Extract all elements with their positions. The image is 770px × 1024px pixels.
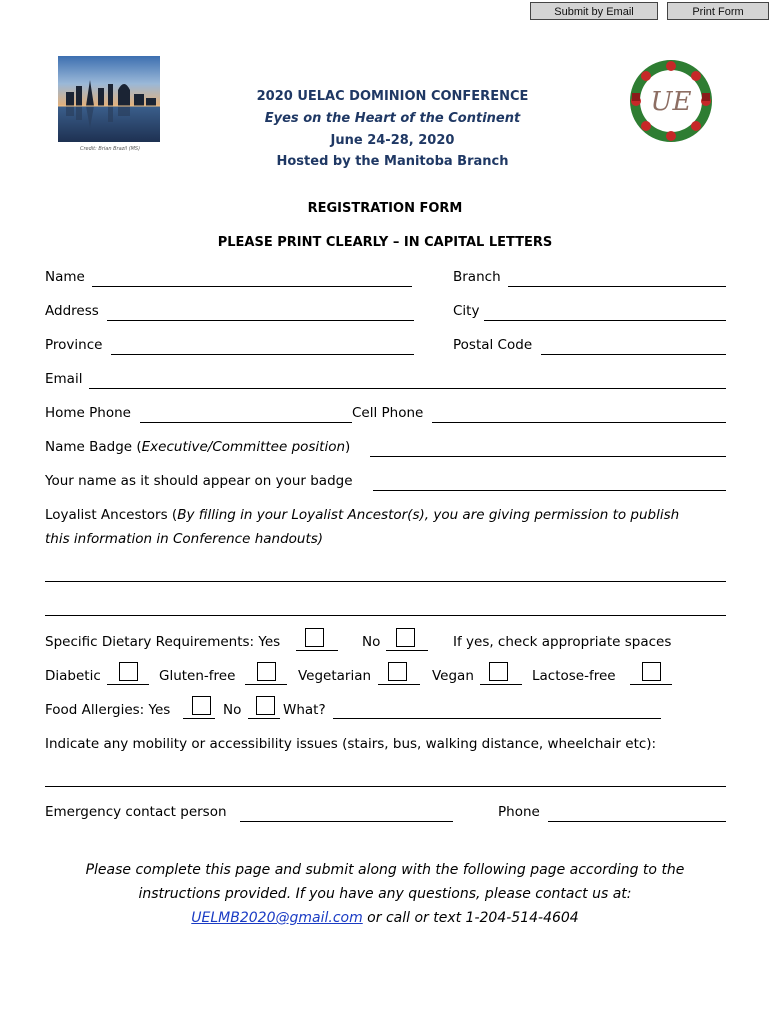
- gluten-free-checkbox[interactable]: [257, 662, 276, 681]
- contact-email-link[interactable]: UELMB2020@gmail.com: [191, 910, 363, 926]
- if-yes-label: If yes, check appropriate spaces: [453, 634, 672, 650]
- vegan-underline: [480, 684, 522, 685]
- submit-by-email-button[interactable]: Submit by Email: [530, 2, 658, 20]
- postal-code-label: Postal Code: [453, 337, 533, 353]
- loyalist-ancestors-note: this information in Conference handouts): [45, 531, 324, 547]
- branch-field[interactable]: [508, 286, 726, 287]
- name-badge-label: Name Badge (Executive/Committee position): [45, 439, 351, 455]
- form-title: REGISTRATION FORM: [307, 201, 463, 216]
- dietary-yes-underline: [296, 650, 338, 651]
- cell-phone-label: Cell Phone: [352, 405, 424, 421]
- postal-code-field[interactable]: [541, 354, 726, 355]
- print-form-button[interactable]: Print Form: [667, 2, 769, 20]
- cell-phone-field[interactable]: [432, 422, 726, 423]
- allergies-no-underline: [248, 718, 280, 719]
- email-label: Email: [45, 371, 83, 387]
- name-badge-field[interactable]: [370, 456, 726, 457]
- city-field[interactable]: [484, 320, 726, 321]
- food-allergies-label: Food Allergies: Yes: [45, 702, 171, 718]
- emergency-phone-label: Phone: [498, 804, 540, 820]
- winnipeg-skyline-image: [58, 56, 160, 142]
- loyalist-ancestors-label: Loyalist Ancestors (By filling in your Loyalist Ancestor(s), you are giving permission to publish: [45, 507, 680, 523]
- conference-title: 2020 UELAC DOMINION CONFERENCE: [256, 89, 529, 104]
- conference-dates: June 24-28, 2020: [330, 133, 455, 148]
- emergency-contact-label: Emergency contact person: [45, 804, 227, 820]
- conference-host: Hosted by the Manitoba Branch: [276, 154, 509, 169]
- vegan-checkbox[interactable]: [489, 662, 508, 681]
- diabetic-label: Diabetic: [45, 668, 101, 684]
- vegetarian-label: Vegetarian: [298, 668, 372, 684]
- uelac-crest-logo: [630, 60, 712, 142]
- address-label: Address: [45, 303, 99, 319]
- allergies-no-checkbox[interactable]: [256, 696, 275, 715]
- address-field[interactable]: [107, 320, 414, 321]
- email-field[interactable]: [89, 388, 726, 389]
- conference-theme: Eyes on the Heart of the Continent: [264, 111, 521, 126]
- home-phone-field[interactable]: [140, 422, 352, 423]
- vegan-label: Vegan: [432, 668, 474, 684]
- mobility-label: Indicate any mobility or accessibility issues (stairs, bus, walking distance, wheelchair etc):: [45, 736, 657, 752]
- photo-credit: Credit: Brian Brazil (MS): [79, 146, 141, 152]
- branch-label: Branch: [453, 269, 501, 285]
- province-field[interactable]: [111, 354, 414, 355]
- badge-name-label: Your name as it should appear on your badge: [45, 473, 353, 489]
- lactose-free-underline: [630, 684, 672, 685]
- gluten-free-underline: [245, 684, 287, 685]
- what-label: What?: [283, 702, 326, 718]
- vegetarian-underline: [378, 684, 420, 685]
- diabetic-checkbox[interactable]: [119, 662, 138, 681]
- allergies-yes-checkbox[interactable]: [192, 696, 211, 715]
- home-phone-label: Home Phone: [45, 405, 131, 421]
- form-instructions: PLEASE PRINT CLEARLY – IN CAPITAL LETTERS: [217, 235, 553, 250]
- allergies-what-field[interactable]: [333, 718, 661, 719]
- province-label: Province: [45, 337, 103, 353]
- city-label: City: [453, 303, 480, 319]
- badge-name-field[interactable]: [373, 490, 726, 491]
- dietary-no-underline: [386, 650, 428, 651]
- ancestors-field-line-2[interactable]: [45, 615, 726, 616]
- footer-note-line-3: UELMB2020@gmail.com or call or text 1-204-514-4604: [191, 910, 579, 926]
- mobility-field[interactable]: [45, 786, 726, 787]
- dietary-no-checkbox[interactable]: [396, 628, 415, 647]
- footer-note-line-1: Please complete this page and submit along with the following page according to the: [85, 862, 685, 878]
- ancestors-field-line-1[interactable]: [45, 581, 726, 582]
- gluten-free-label: Gluten-free: [159, 668, 236, 684]
- diabetic-underline: [107, 684, 149, 685]
- vegetarian-checkbox[interactable]: [388, 662, 407, 681]
- dietary-yes-checkbox[interactable]: [305, 628, 324, 647]
- allergies-no-label: No: [223, 702, 242, 718]
- name-field[interactable]: [92, 286, 412, 287]
- dietary-label: Specific Dietary Requirements: Yes: [45, 634, 281, 650]
- lactose-free-checkbox[interactable]: [642, 662, 661, 681]
- footer-note-line-2: instructions provided. If you have any questions, please contact us at:: [138, 886, 632, 902]
- name-label: Name: [45, 269, 85, 285]
- svg-text:UE: UE: [650, 87, 692, 117]
- emergency-phone-field[interactable]: [548, 821, 726, 822]
- dietary-no-label: No: [362, 634, 381, 650]
- emergency-contact-field[interactable]: [240, 821, 453, 822]
- lactose-free-label: Lactose-free: [532, 668, 616, 684]
- allergies-yes-underline: [183, 718, 215, 719]
